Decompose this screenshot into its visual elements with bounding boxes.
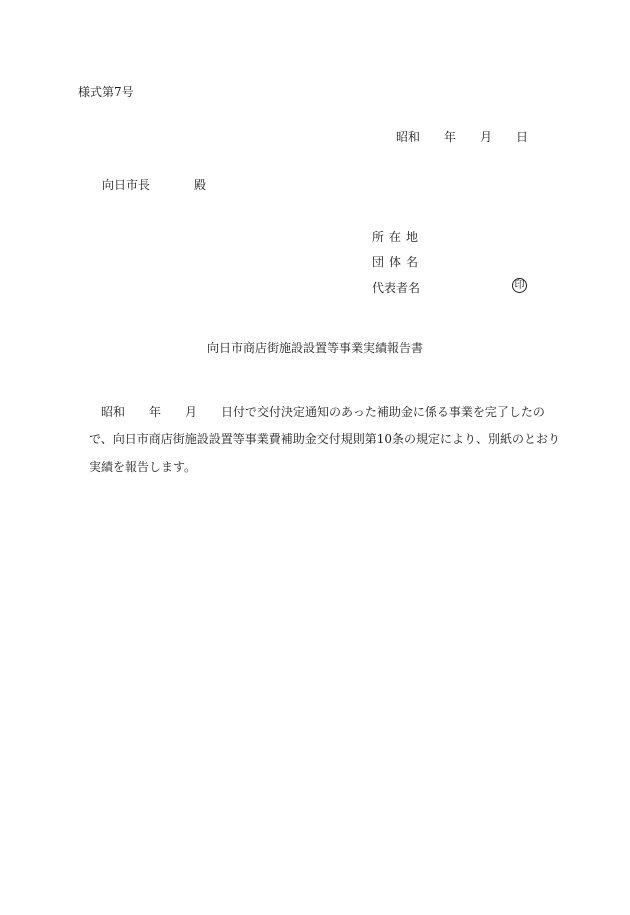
body-year: 年 <box>149 405 162 419</box>
date-line <box>396 131 528 143</box>
body-paragraph-line-3: 実績を報告します。 <box>89 460 197 474</box>
body-line-1-text: 日付で交付決定通知のあった補助金に係る事業を完了したの <box>221 405 545 419</box>
date-year: 年 <box>444 130 457 144</box>
date-era: 昭和 <box>396 130 421 144</box>
date-month: 月 <box>480 130 493 144</box>
body-era: 昭和 <box>101 405 126 419</box>
body-paragraph-line-1 <box>101 406 545 418</box>
representative-label: 代表者名 <box>372 281 421 295</box>
document-title: 向日市商店街施設設置等事業実績報告書 <box>207 341 424 355</box>
form-number: 様式第7号 <box>78 85 134 99</box>
addressee-honorific: 殿 <box>194 178 207 192</box>
seal-mark: 印 <box>512 278 527 293</box>
addressee <box>102 179 206 191</box>
body-paragraph-line-2: で、向日市商店街施設設置等事業費補助金交付規則第10条の規定により、別紙のとおり <box>89 432 561 446</box>
address-label: 所在地 <box>372 230 424 244</box>
date-day: 日 <box>516 130 529 144</box>
body-month: 月 <box>185 405 198 419</box>
addressee-name: 向日市長 <box>102 178 151 192</box>
organization-label: 団体名 <box>372 255 424 269</box>
